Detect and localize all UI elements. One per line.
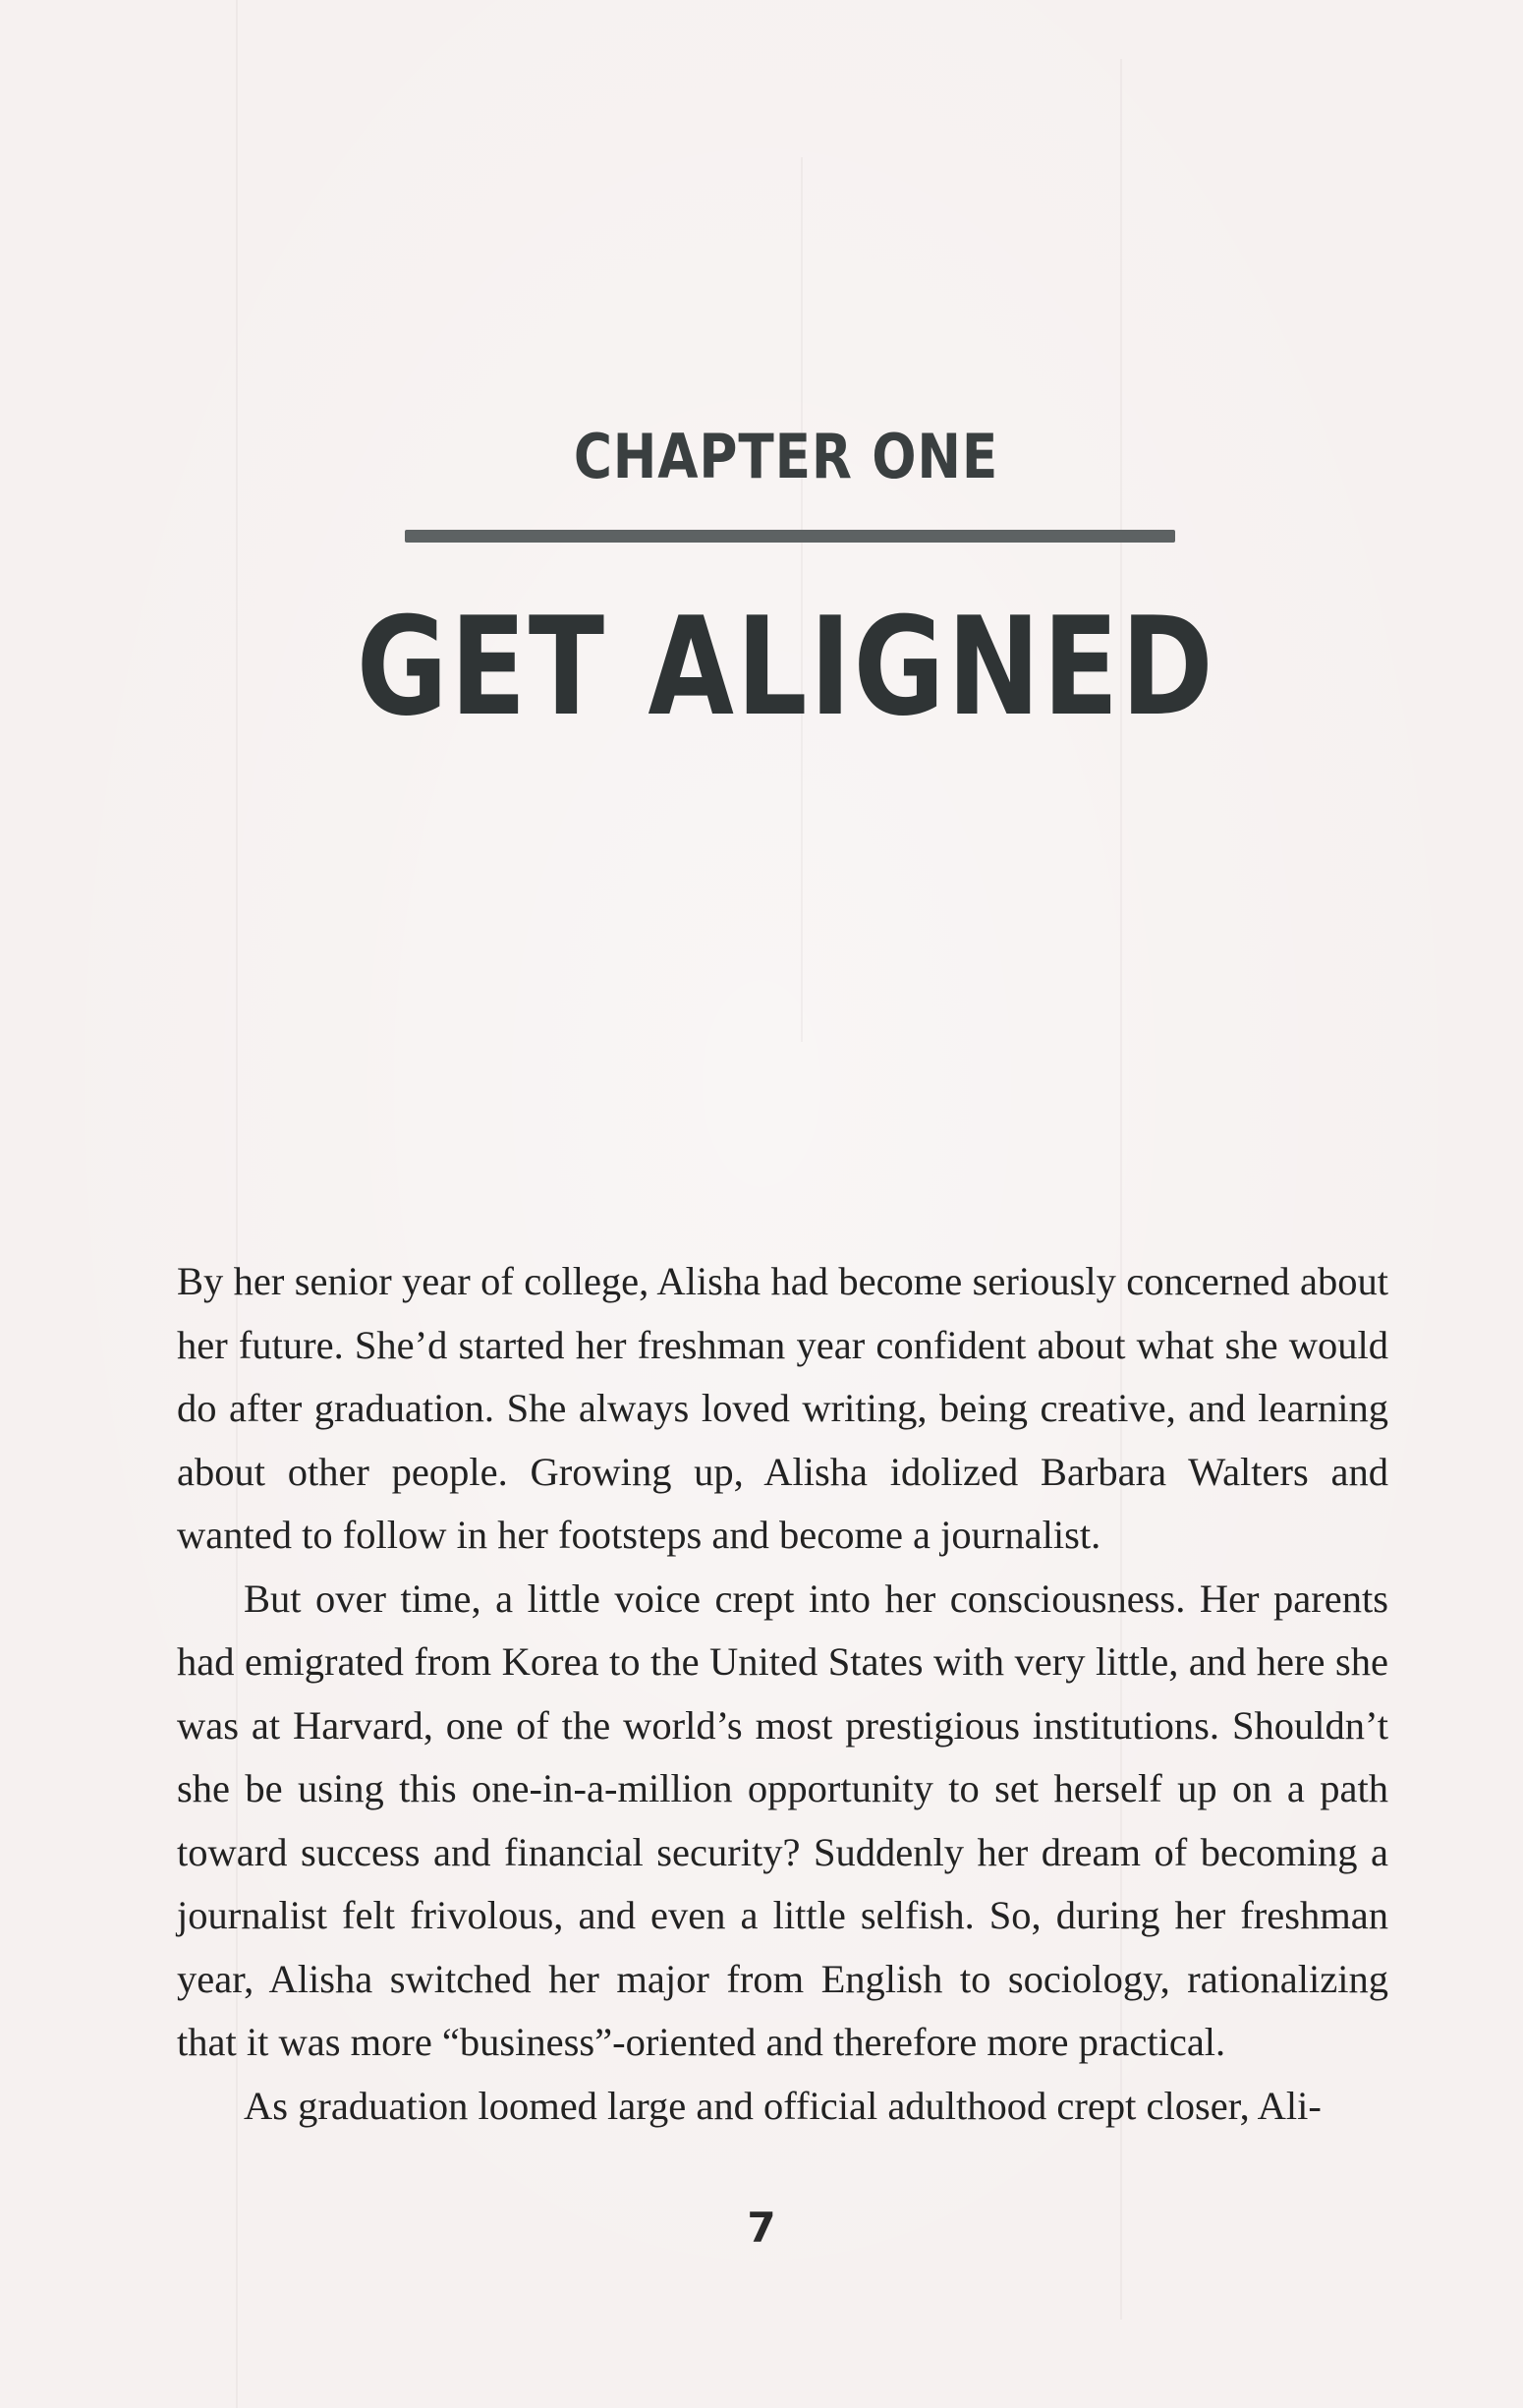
chapter-divider bbox=[405, 530, 1175, 543]
paragraph-3: As graduation loomed large and official adulthood crept closer, Ali- bbox=[244, 2083, 1322, 2128]
body-text bbox=[177, 1250, 1388, 2138]
chapter-title: GET ALIGNED bbox=[356, 588, 1216, 746]
paragraph-2: But over time, a little voice crept into her consciousness. Her parents had emigrated from Korea to the United States with very little, and here she was at Harvard, one of the world’s most prestigious institutions. Shouldn’t she be using this one-in-a-million opportunity to set herself up on a path toward success and financial security? Suddenly her dream of becoming a journalist felt frivolous, and even a little selfish. So, during her freshman year, Alisha switched her major from English to sociology, rationalizing that it was more “business”-oriented and therefore more practical. bbox=[177, 1576, 1388, 2064]
paragraph-1: By her senior year of college, Alisha had become seriously concerned about her future. She’d started her freshman year confident about what she would do after graduation. She always loved writing, being creative, and learning about other people. Growing up, Alisha idolized Barbara Walters and wanted to follow in her footsteps and become a journalist. bbox=[177, 1259, 1388, 1557]
page-number: 7 bbox=[747, 2204, 776, 2252]
chapter-label: CHAPTER ONE bbox=[573, 421, 999, 492]
